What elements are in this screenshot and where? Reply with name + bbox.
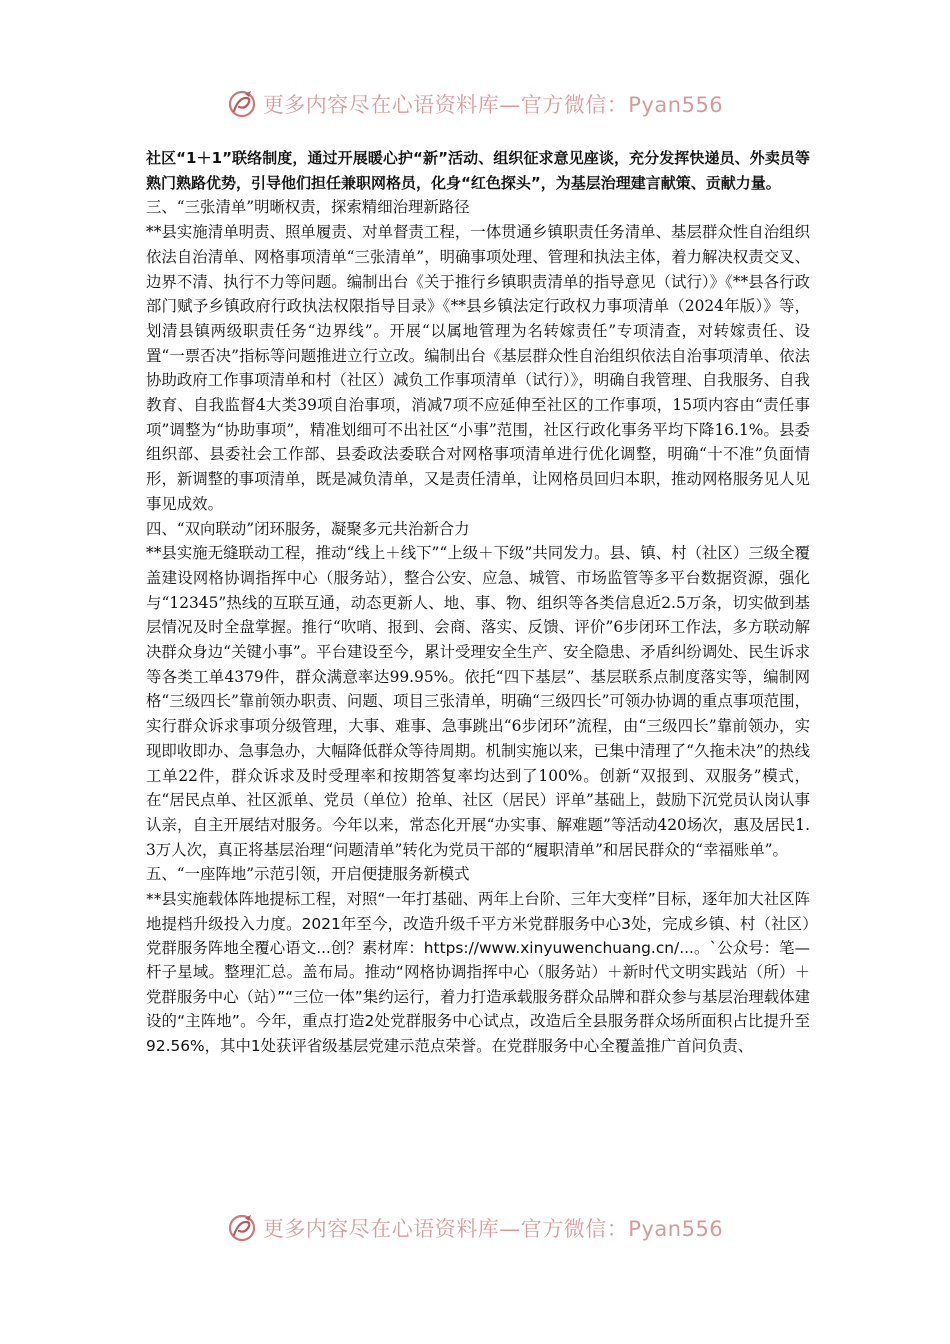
document-body	[146, 146, 810, 1058]
header-watermark	[0, 84, 950, 124]
section-heading-four: 四、“双向联动”闭环服务，凝聚多元共治新合力	[146, 519, 470, 538]
paragraph-position-upgrade: **县实施载体阵地提标工程，对照“一年打基础、两年上台阶、三年大变样”目标，逐年加大社区阵地提档升级投入力度。2021年至今，改造升级千平方米党群服务中心3处，完成乡镇、村（社区）党群服务阵地全覆心语文...创？素材库：https://www.xinyuwenchuang.cn/...。`公众号：笔—杆子星域。整理汇总。盖布局。推动“网格协调指挥中心（服务站）＋新时代文明实践站（所）＋党群服务中心（站）”“三位一体”集约运行，着力打造承载服务群众品牌和群众参与基层治理载体建设的“主阵地”。今年，重点打造2处党群服务中心试点，改造后全县服务群众场所面积占比提升至92.56%，其中1处获评省级基层党建示范点荣誉。在党群服务中心全覆盖推广首问负责、	[146, 890, 810, 1055]
paragraph-community-liaison: 社区“1＋1”联络制度，通过开展暖心护“新”活动、组织征求意见座谈，充分发挥快递员、外卖员等熟门熟路优势，引导他们担任兼职网格员，化身“红色探头”，为基层治理建言献策、贡献力量。	[146, 149, 810, 192]
paragraph-three-lists: **县实施清单明责、照单履责、对单督责工程，一体贯通乡镇职责任务清单、基层群众性自治组织依法自治清单、网格事项清单“三张清单”，明确事项处理、管理和执法主体，着力解决权责交叉、边界不清、执行不力等问题。编制出台《关于推行乡镇职责清单的指导意见（试行）》《**县各行政部门赋予乡镇政府行政执法权限指导目录》《**县乡镇法定行政权力事项清单（2024年版）》等，划清县镇两级职责任务“边界线”。开展“以属地管理为名转嫁责任”专项清查，对转嫁责任、设置“一票否决”指标等问题推进立行立改。编制出台《基层群众性自治组织依法自治事项清单、依法协助政府工作事项清单和村（社区）减负工作事项清单（试行）》，明确自我管理、自我服务、自我教育、自我监督4大类39项自治事项，消减7项不应延伸至社区的工作事项，15项内容由“责任事项”调整为“协助事项”，精准划细可不出社区“小事”范围，社区行政化事务平均下降16.1%。县委组织部、县委社会工作部、县委政法委联合对网格事项清单进行优化调整，明确“十不准”负面情形，新调整的事项清单，既是减负清单，又是责任清单，让网格员回归本职，推动网格服务见人见事见成效。	[146, 223, 810, 513]
handwriting-brush-logo-icon	[227, 89, 257, 119]
section-heading-five: 五、“一座阵地”示范引领，开启便捷服务新模式	[146, 865, 470, 884]
handwriting-brush-logo-icon	[227, 1213, 257, 1243]
paragraph-two-way-linkage: **县实施无缝联动工程，推动“线上＋线下”“上级＋下级”共同发力。县、镇、村（社区）三级全覆盖建设网格协调指挥中心（服务站），整合公安、应急、城管、市场监管等多平台数据资源，强化与“12345”热线的互联互通，动态更新人、地、事、物、组织等各类信息近2.5万条，切实做到基层情况及时全盘掌握。推行“吹哨、报到、会商、落实、反馈、评价”6步闭环工作法，多方联动解决群众身边“关键小事”。平台建设至今，累计受理安全生产、安全隐患、矛盾纠纷调处、民生诉求等各类工单4379件，群众满意率达99.95%。依托“四下基层”、基层联系点制度落实等，编制网格“三级四长”靠前领办职责、问题、项目三张清单，明确“三级四长”可领办协调的重点事项范围，实行群众诉求事项分级管理，大事、难事、急事跳出“6步闭环”流程，由“三级四长”靠前领办，实现即收即办、急事急办，大幅降低群众等待周期。机制实施以来，已集中清理了“久拖未决”的热线工单22件，群众诉求及时受理率和按期答复率均达到了100%。创新“双报到、双服务”模式，在“居民点单、社区派单、党员（单位）抢单、社区（居民）评单”基础上，鼓励下沉党员认岗认事认亲，自主开展结对服务。今年以来，常态化开展“办实事、解难题”等活动420场次，惠及居民1.3万人次，真正将基层治理“问题清单”转化为党员干部的“履职清单”和居民群众的“幸福账单”。	[146, 544, 810, 859]
section-heading-three: 三、“三张清单”明晰权责，探索精细治理新路径	[146, 198, 470, 217]
footer-watermark-text: 更多内容尽在心语资料库—官方微信：Pyan556	[262, 1217, 724, 1241]
header-watermark-text: 更多内容尽在心语资料库—官方微信：Pyan556	[262, 93, 724, 117]
footer-watermark	[0, 1208, 950, 1248]
